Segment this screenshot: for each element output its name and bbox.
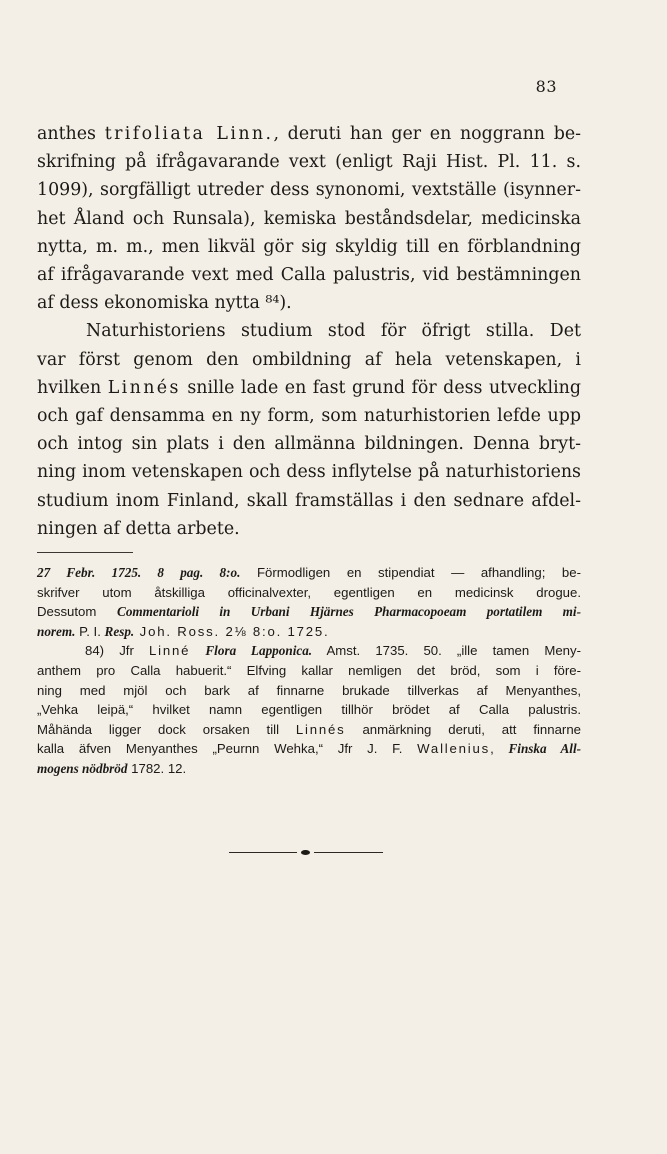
footnote-line: anthem pro Calla habuerit.“ Elfving kallar nemligen det bröd, som i före- (37, 662, 581, 678)
text-run: Förmodligen en stipendiat — afhandling; be- (240, 565, 581, 580)
footnote-line: ning med mjöl och bark af finnarne brukade tillverkas af Menyanthes, (37, 682, 581, 698)
italic-run: mogens nödbröd (37, 760, 128, 776)
text-line: var först genom den ombildning af hela vetenskapen, i (37, 349, 581, 370)
footnote-line (37, 720, 581, 740)
spaced-name: Linné (148, 643, 191, 659)
ornament-rule-right (314, 852, 383, 853)
text-line (37, 120, 581, 148)
text-line: 1099), sorgfälligt utreder dess synonomi, vextställe (isynner- (37, 180, 581, 201)
spaced-name: Linnés (295, 721, 346, 737)
text-run: anthes (37, 124, 105, 144)
text-run: Amst. 1735. 50. „ille tamen Meny- (312, 643, 581, 659)
text-line: ningen af detta arbete. (37, 518, 240, 539)
text-run: , deruti han ger en noggrann be- (273, 124, 581, 144)
footnote-line (37, 602, 581, 622)
main-text (37, 120, 581, 543)
text-run: 84) Jfr (85, 643, 149, 659)
spaced-name: Linnés (107, 377, 181, 398)
footnote-line: „Vehka leipä,“ hvilket namn egentligen tillhör brödet af Calla palustris. (37, 702, 581, 718)
footnote-line: skrifver utom åtskilliga officinalvexter, egentligen en medicinsk drogue. (37, 584, 581, 600)
text-run: anmärkning deruti, att finnarne (345, 721, 581, 737)
footnote-line (37, 759, 581, 779)
text-run: Dessutom (37, 604, 118, 620)
text-run: kalla äfven Menyanthes „Peurnn Wehka,“ Jfr J. F. (37, 741, 418, 757)
italic-run: Flora Lapponica. (205, 643, 313, 659)
text-line: och intog sin plats i den allmänna bildningen. Denna bryt- (37, 434, 581, 455)
text-run: , (490, 741, 509, 757)
text-run: 1782. 12. (127, 760, 187, 776)
page-number: 83 (535, 77, 557, 96)
text-line (37, 374, 581, 402)
text-line: af dess ekonomiska nytta ⁸⁴). (37, 293, 292, 314)
italic-run: 27 Febr. 1725. 8 pag. 8:o. (37, 565, 241, 580)
text-run (190, 643, 205, 658)
italic-run: Commentarioli in Urbani Hjärnes Pharmacopoeam portatilem mi- (117, 604, 581, 620)
text-run: hvilken (37, 377, 108, 398)
italic-run: Resp. (104, 623, 135, 639)
footnote-separator (37, 552, 133, 553)
text-line: ning inom vetenskapen och dess inflytelse på naturhistoriens (37, 462, 581, 483)
text-line: Naturhistoriens studium stod för öfrigt stilla. Det (86, 321, 581, 342)
text-run: P. I. (75, 623, 105, 639)
text-run: snille lade en fast grund för dess utveckling (180, 377, 581, 398)
text-line: het Åland och Runsala), kemiska beståndsdelar, medicinska (37, 208, 581, 229)
text-line: nytta, m. m., men likväl gör sig skyldig till en förblandning (37, 236, 581, 257)
footnote-line (37, 622, 581, 642)
text-run: Måhända ligger dock orsaken till (37, 721, 296, 737)
italic-run: norem. (37, 623, 76, 639)
footnote-line (37, 739, 581, 759)
text-line: och gaf densamma en ny form, som naturhistorien lefde upp (37, 406, 581, 427)
footnote-line (37, 563, 581, 583)
ornament-dot-icon (301, 850, 310, 855)
footnote-line (37, 641, 581, 661)
spaced-name: trifoliata Linn. (104, 124, 274, 144)
text-line: skrifning på ifrågavarande vext (enligt Raji Hist. Pl. 11. s. (37, 152, 581, 173)
text-line: af ifrågavarande vext med Calla palustris, vid bestämningen (37, 265, 581, 286)
footnotes (37, 563, 581, 779)
text-line: studium inom Finland, skall framställas i den sednare afdel- (37, 490, 581, 511)
section-end-ornament (229, 850, 383, 856)
ornament-rule-left (229, 852, 297, 853)
text-run: Joh. Ross. 2⅛ 8:o. 1725. (134, 623, 330, 639)
spaced-name: Wallenius (417, 741, 491, 757)
italic-run: Finska All- (508, 741, 582, 757)
